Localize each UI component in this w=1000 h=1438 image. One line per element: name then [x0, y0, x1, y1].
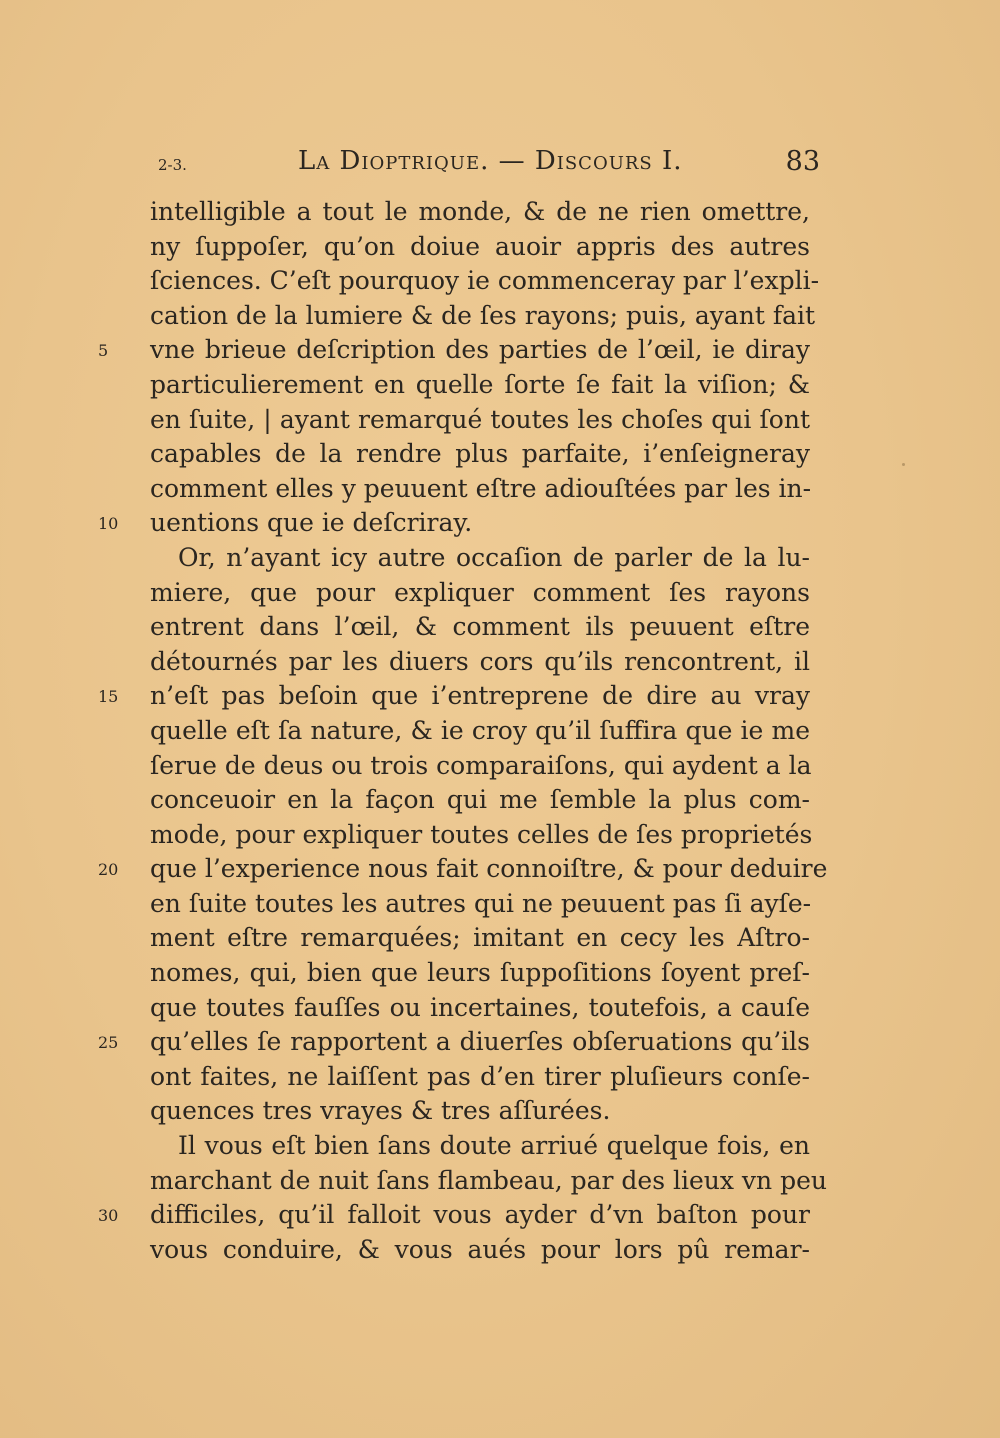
running-head — [150, 146, 820, 186]
text-line — [0, 230, 1000, 265]
line-text: ny ſuppoſer, qu’on doiue auoir appris des autres — [150, 231, 810, 261]
line-number: 5 — [98, 341, 109, 361]
text-line — [0, 645, 1000, 680]
text-line — [0, 991, 1000, 1026]
line-text: miere, que pour expliquer comment ſes rayons — [150, 577, 810, 607]
text-line — [0, 818, 1000, 853]
line-text: entrent dans l’œil, & comment ils peuuent eſtre — [150, 612, 810, 642]
text-line — [0, 1060, 1000, 1095]
text-line — [0, 679, 1000, 714]
text-line — [0, 195, 1000, 230]
line-text: difficiles, qu’il falloit vous ayder d’vn baſton pour — [150, 1200, 810, 1230]
text-line — [0, 1129, 1000, 1164]
text-line — [0, 852, 1000, 887]
text-line — [0, 749, 1000, 784]
line-text: marchant de nuit ſans flambeau, par des lieux vn peu — [150, 1165, 828, 1195]
text-line — [0, 1233, 1000, 1268]
line-text: n’eſt pas beſoin que i’entreprene de dire au vray — [150, 681, 810, 711]
line-text: quelle eſt ſa nature, & ie croy qu’il ſuffira que ie me — [150, 715, 810, 745]
text-line — [0, 610, 1000, 645]
line-text: en ſuite toutes les autres qui ne peuuent pas ſi ayſe- — [150, 888, 812, 918]
text-line — [0, 333, 1000, 368]
line-text: intelligible a tout le monde, & de ne rien omettre, — [150, 197, 810, 226]
line-text: particulierement en quelle ſorte ſe fait la viſion; & — [150, 369, 810, 399]
line-number: 30 — [98, 1206, 119, 1226]
line-text: uentions que ie deſcriray. — [150, 508, 473, 538]
line-text: ment eſtre remarquées; imitant en cecy les Aſtro- — [150, 923, 810, 953]
line-text: ſciences. C’eſt pourquoy ie commenceray par l’expli- — [150, 266, 820, 296]
line-text: ont faites, ne laiſſent pas d’en tirer pluſieurs conſe- — [150, 1061, 810, 1091]
line-text: Il vous eſt bien ſans doute arriué quelque fois, en — [178, 1131, 810, 1161]
text-line — [0, 714, 1000, 749]
text-line — [0, 472, 1000, 507]
text-line — [0, 403, 1000, 438]
line-text: Or, n’ayant icy autre occaſion de parler de la lu- — [178, 542, 810, 572]
line-text: cation de la lumiere & de ſes rayons; puis, ayant fait — [150, 300, 816, 330]
running-title: La Dioptrique. — Discours I. — [298, 146, 683, 176]
line-number: 20 — [98, 860, 119, 880]
line-number: 15 — [98, 687, 119, 707]
text-line — [0, 576, 1000, 611]
text-line — [0, 887, 1000, 922]
line-text: que toutes fauſſes ou incertaines, toutefois, a cauſe — [150, 992, 810, 1022]
line-text: capables de la rendre plus parfaite, i’enſeigneray — [150, 439, 810, 469]
text-line — [0, 1164, 1000, 1199]
text-line — [0, 1094, 1000, 1129]
folio-reference: 2-3. — [158, 156, 187, 174]
text-line — [0, 368, 1000, 403]
line-text: conceuoir en la façon qui me ſemble la plus com- — [150, 785, 810, 815]
text-line — [0, 506, 1000, 541]
text-line — [0, 921, 1000, 956]
line-text: comment elles y peuuent eſtre adiouſtées par les in- — [150, 473, 812, 503]
text-line — [0, 541, 1000, 576]
text-line — [0, 299, 1000, 334]
text-line — [0, 264, 1000, 299]
line-text: mode, pour expliquer toutes celles de ſes proprietés — [150, 819, 813, 849]
line-text: ſerue de deus ou trois comparaiſons, qui aydent a la — [150, 750, 812, 780]
line-text: en ſuite, | ayant remarqué toutes les choſes qui ſont — [150, 404, 810, 434]
text-line — [0, 437, 1000, 472]
line-text: nomes, qui, bien que leurs ſuppoſitions ſoyent preſ- — [150, 958, 810, 988]
line-text: qu’elles ſe rapportent a diuerſes obſeruations qu’ils — [150, 1027, 810, 1057]
line-number: 10 — [98, 514, 119, 534]
body-text — [0, 195, 1000, 1267]
line-text: que l’experience nous fait connoiſtre, & pour deduire — [150, 854, 828, 884]
line-text: détournés par les diuers cors qu’ils rencontrent, il — [150, 646, 810, 676]
text-line — [0, 783, 1000, 818]
text-line — [0, 1025, 1000, 1060]
line-text: quences tres vrayes & tres aſſurées. — [150, 1096, 611, 1126]
page-number: 83 — [785, 146, 820, 177]
text-line — [0, 956, 1000, 991]
line-text: vous conduire, & vous aués pour lors pû remar- — [150, 1234, 810, 1264]
line-number: 25 — [98, 1033, 119, 1053]
paper-speck — [902, 463, 905, 466]
line-text: vne brieue deſcription des parties de l’œil, ie diray — [150, 335, 810, 365]
text-line — [0, 1198, 1000, 1233]
